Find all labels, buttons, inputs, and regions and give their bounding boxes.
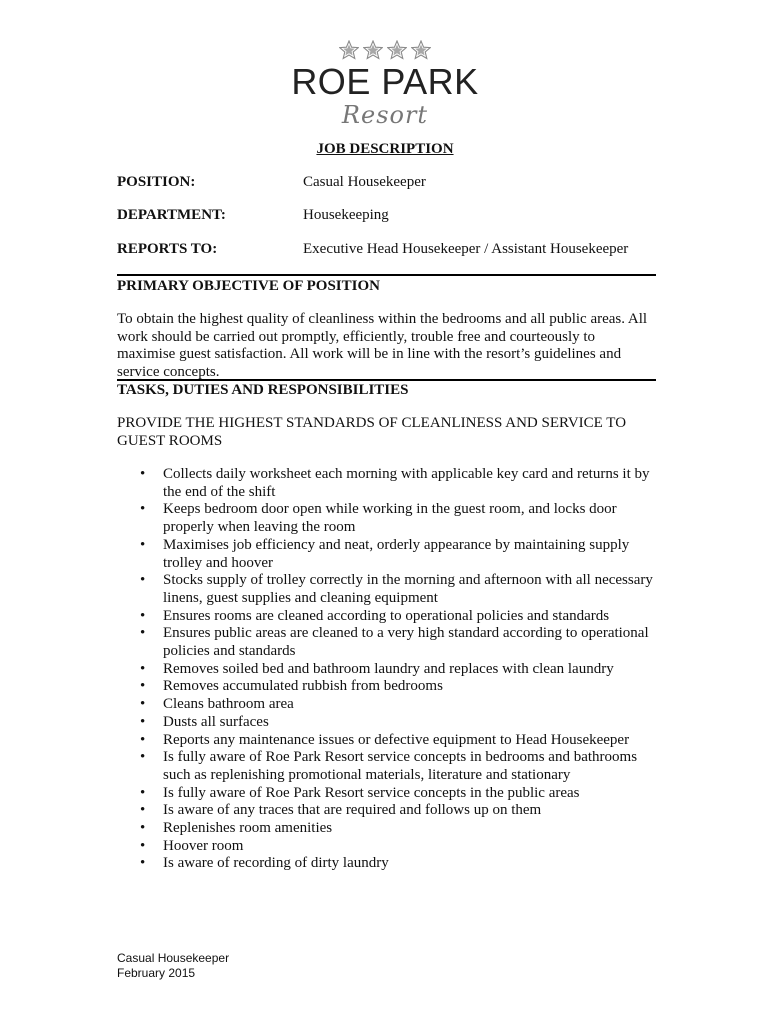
bullet-icon: • — [140, 696, 146, 713]
bullet-icon: • — [140, 572, 146, 589]
star-icon — [339, 40, 359, 60]
primary-objective-text: To obtain the highest quality of cleanliness within the bedrooms and all public areas. All work should be carried out promptly, efficiently, trouble free and courteously to maximise guest satisfaction. All work will be in line with the resort’s guidelines and service concepts. — [117, 311, 648, 380]
list-item — [117, 785, 662, 803]
tasks-heading: TASKS, DUTIES AND RESPONSIBILITIES — [117, 382, 409, 398]
list-item — [117, 838, 662, 856]
list-item — [117, 802, 662, 820]
list-item — [117, 678, 662, 696]
bullet-icon: • — [140, 784, 146, 801]
list-item-text: Is fully aware of Roe Park Resort service concepts in bedrooms and bathrooms such as replenishing promotional materials, literature and stationary — [163, 749, 638, 783]
list-item-text: Hoover room — [163, 837, 244, 854]
list-item-text: Ensures rooms are cleaned according to operational policies and standards — [163, 607, 610, 624]
document-title: JOB DESCRIPTION — [316, 141, 454, 157]
bullet-icon: • — [140, 837, 146, 854]
field-value: Casual Housekeeper — [303, 174, 426, 190]
list-item-text: Collects daily worksheet each morning with applicable key card and returns it by the end of the shift — [163, 466, 650, 500]
list-item-text: Removes soiled bed and bathroom laundry and replaces with clean laundry — [163, 660, 614, 677]
list-item — [117, 732, 662, 750]
list-item-text: Stocks supply of trolley correctly in the morning and afternoon with all necessary linens, guest supplies and cleaning equipment — [163, 572, 653, 606]
list-item-text: Keeps bedroom door open while working in the guest room, and locks door properly when leaving the room — [163, 501, 617, 536]
list-item — [117, 696, 662, 714]
field-label: REPORTS TO: — [117, 241, 218, 257]
star-rating — [0, 40, 770, 60]
bullet-icon: • — [140, 820, 146, 837]
primary-objective-heading: PRIMARY OBJECTIVE OF POSITION — [117, 278, 380, 294]
bullet-icon: • — [140, 802, 146, 819]
bullet-icon: • — [140, 660, 146, 677]
footer-date: February 2015 — [117, 966, 196, 980]
list-item — [117, 820, 662, 838]
field-label: POSITION: — [117, 174, 196, 190]
list-item — [117, 661, 662, 679]
list-item — [117, 572, 662, 607]
list-item-text: Is aware of recording of dirty laundry — [163, 855, 389, 872]
list-item-text: Is aware of any traces that are required and follows up on them — [163, 802, 542, 819]
bullet-icon: • — [140, 536, 146, 553]
list-item-text: Is fully aware of Roe Park Resort service concepts in the public areas — [163, 784, 580, 801]
bullet-icon: • — [140, 855, 146, 872]
field-label: DEPARTMENT: — [117, 207, 226, 223]
list-item-text: Removes accumulated rubbish from bedrooms — [163, 678, 443, 695]
star-icon — [387, 40, 407, 60]
list-item-text: Replenishes room amenities — [163, 820, 333, 837]
section-divider — [117, 379, 656, 381]
brand-name: ROE PARK — [291, 61, 479, 102]
field-value: Executive Head Housekeeper / Assistant Housekeeper — [303, 241, 629, 257]
bullet-icon: • — [140, 678, 146, 695]
list-item-text: Reports any maintenance issues or defective equipment to Head Housekeeper — [163, 731, 630, 748]
list-item — [117, 855, 662, 873]
bullet-icon: • — [140, 607, 146, 624]
list-item-text: Dusts all surfaces — [163, 713, 269, 730]
star-icon — [363, 40, 383, 60]
section-divider — [117, 274, 656, 276]
resort-logo — [0, 40, 770, 130]
list-item — [117, 608, 662, 626]
field-value: Housekeeping — [303, 207, 389, 223]
bullet-icon: • — [140, 749, 146, 766]
bullet-icon: • — [140, 625, 146, 642]
bullet-icon: • — [140, 731, 146, 748]
list-item — [117, 749, 662, 784]
list-item — [117, 466, 662, 501]
list-item-text: Cleans bathroom area — [163, 696, 294, 713]
list-item-text: Maximises job efficiency and neat, orderly appearance by maintaining supply trolley and hoover — [163, 536, 630, 571]
task-list — [117, 466, 662, 873]
list-item — [117, 625, 662, 660]
bullet-icon: • — [140, 501, 146, 518]
list-item — [117, 537, 662, 572]
brand-script: Resort — [341, 101, 429, 129]
star-icon — [411, 40, 431, 60]
tasks-subheading: PROVIDE THE HIGHEST STANDARDS OF CLEANLINESS AND SERVICE TO GUEST ROOMS — [117, 415, 627, 449]
list-item — [117, 501, 662, 536]
bullet-icon: • — [140, 713, 146, 730]
list-item-text: Ensures public areas are cleaned to a very high standard according to operational policies and standards — [163, 625, 649, 660]
footer-position: Casual Housekeeper — [117, 951, 230, 965]
list-item — [117, 714, 662, 732]
page-footer — [117, 951, 229, 981]
bullet-icon: • — [140, 466, 146, 482]
